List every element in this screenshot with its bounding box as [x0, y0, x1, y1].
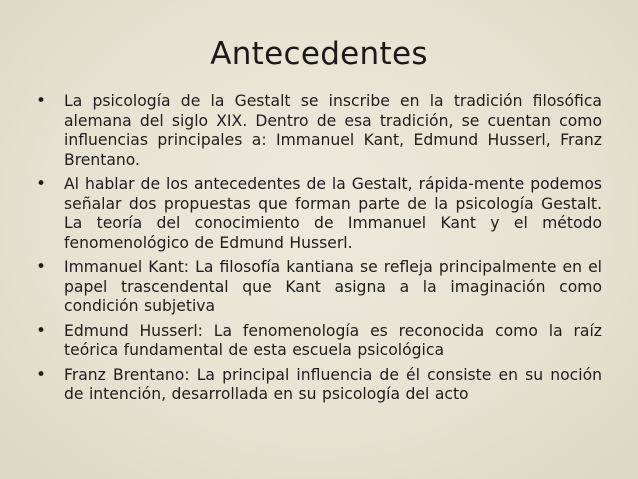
bullet-item: • Immanuel Kant: La filosofía kantiana se refleja principalmente en el papel trascendental que Kant asigna a la imaginación como condición subjetiva	[36, 258, 602, 317]
bullet-item: • Franz Brentano: La principal influencia de él consiste en su noción de intención, desarrollada en su psicología del acto	[36, 366, 602, 405]
slide-title: Antecedentes	[210, 36, 428, 72]
bullet-item: • Al hablar de los antecedentes de la Gestalt, rápida-mente podemos señalar dos propuestas que forman parte de la psicología Gestalt. La teoría del conocimiento de Immanuel Kant y el método fenomenológico de Edmund Husserl.	[36, 175, 602, 253]
bullet-item: • Edmund Husserl: La fenomenología es reconocida como la raíz teórica fundamental de esta escuela psicológica	[36, 322, 602, 361]
bullet-item: • La psicología de la Gestalt se inscribe en la tradición filosófica alemana del siglo XIX. Dentro de esa tradición, se cuentan como influencias principales a: Immanuel Kant, Edmund Husserl, Franz Brentano.	[36, 92, 602, 170]
bullet-list	[36, 92, 602, 410]
